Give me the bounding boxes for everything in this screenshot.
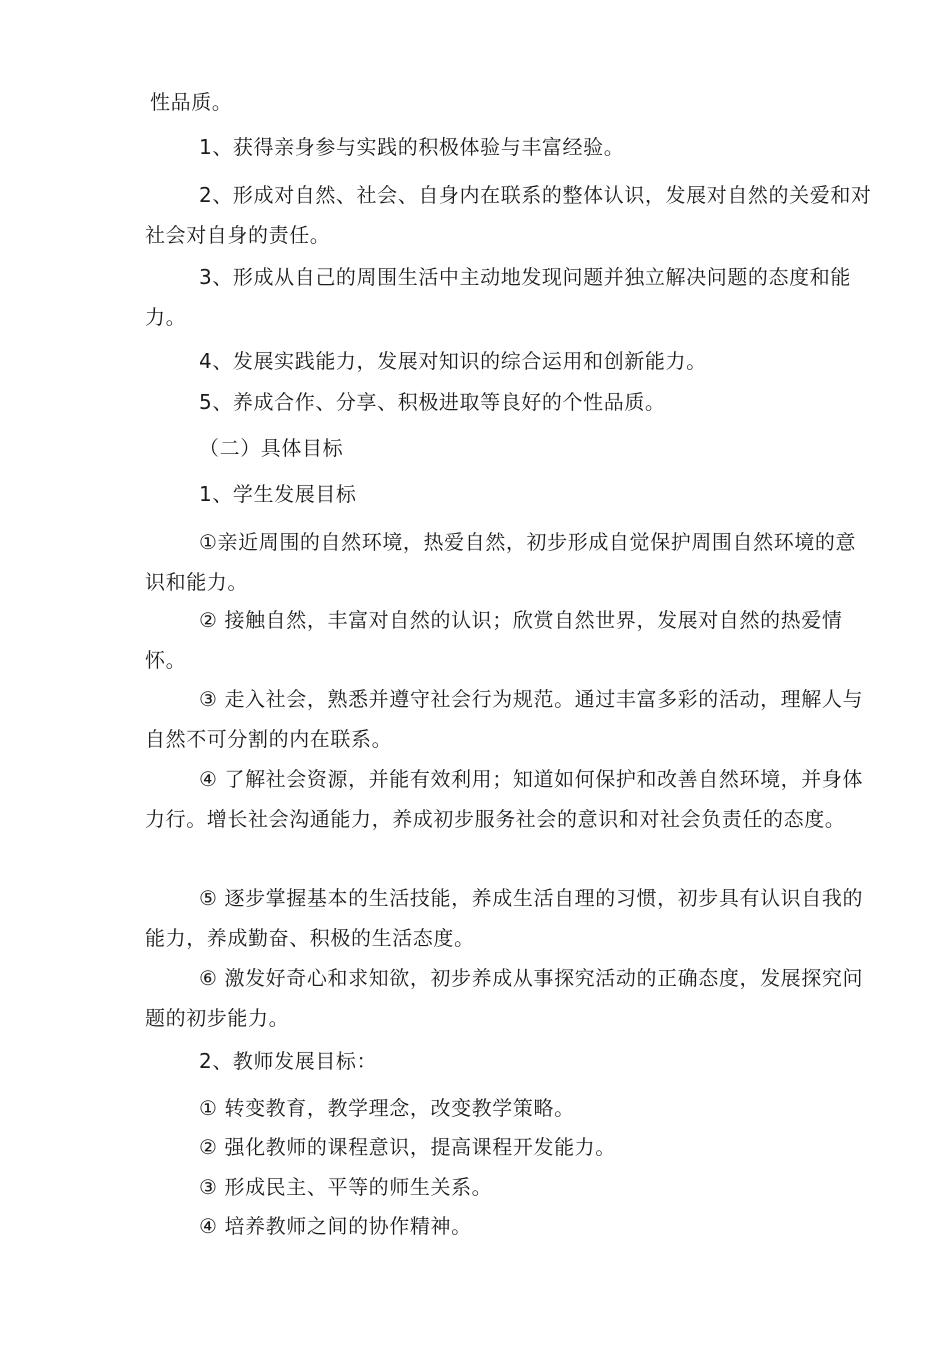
general-goal-5: 5、养成合作、分享、积极进取等良好的个性品质。 <box>199 390 666 414</box>
general-goal-2: 2、形成对自然、社会、自身内在联系的整体认识，发展对自然的关爱和对社会对自身的责任。 <box>145 183 872 247</box>
paragraph-continuation: 性品质。 <box>150 90 233 114</box>
general-goal-1: 1、获得亲身参与实践的积极体验与丰富经验。 <box>199 135 625 159</box>
student-goal-5: ⑤ 逐步掌握基本的生活技能，养成生活自理的习惯，初步具有认识自我的能力，养成勤奋、积极的生活态度。 <box>145 886 864 950</box>
student-goal-4: ④ 了解社会资源，并能有效利用；知道如何保护和改善自然环境，并身体力行。增长社会沟通能力，养成初步服务社会的意识和对社会负责任的态度。 <box>145 767 864 831</box>
teacher-goal-3: ③ 形成民主、平等的师生关系。 <box>199 1175 493 1199</box>
student-goal-6: ⑥ 激发好奇心和求知欲，初步养成从事探究活动的正确态度，发展探究问题的初步能力。 <box>145 966 864 1030</box>
student-goal-1: ①亲近周围的自然环境，热爱自然，初步形成自觉保护周围自然环境的意识和能力。 <box>145 530 857 594</box>
general-goal-3: 3、形成从自己的周围生活中主动地发现问题并独立解决问题的态度和能力。 <box>145 265 851 329</box>
student-goal-3: ③ 走入社会，熟悉并遵守社会行为规范。通过丰富多彩的活动，理解人与自然不可分割的内在联系。 <box>145 687 864 751</box>
subheading-teacher-goals: 2、教师发展目标： <box>199 1049 378 1073</box>
subheading-student-goals: 1、学生发展目标 <box>199 482 357 506</box>
general-goal-4: 4、发展实践能力，发展对知识的综合运用和创新能力。 <box>199 349 707 373</box>
teacher-goal-4: ④ 培养教师之间的协作精神。 <box>199 1214 472 1238</box>
teacher-goal-2: ② 强化教师的课程意识，提高课程开发能力。 <box>199 1135 616 1159</box>
section-heading-specific-goals: （二）具体目标 <box>199 436 344 460</box>
student-goal-2: ② 接触自然，丰富对自然的认识；欣赏自然世界，发展对自然的热爱情怀。 <box>145 608 843 672</box>
teacher-goal-1: ① 转变教育，教学理念，改变教学策略。 <box>199 1096 575 1120</box>
